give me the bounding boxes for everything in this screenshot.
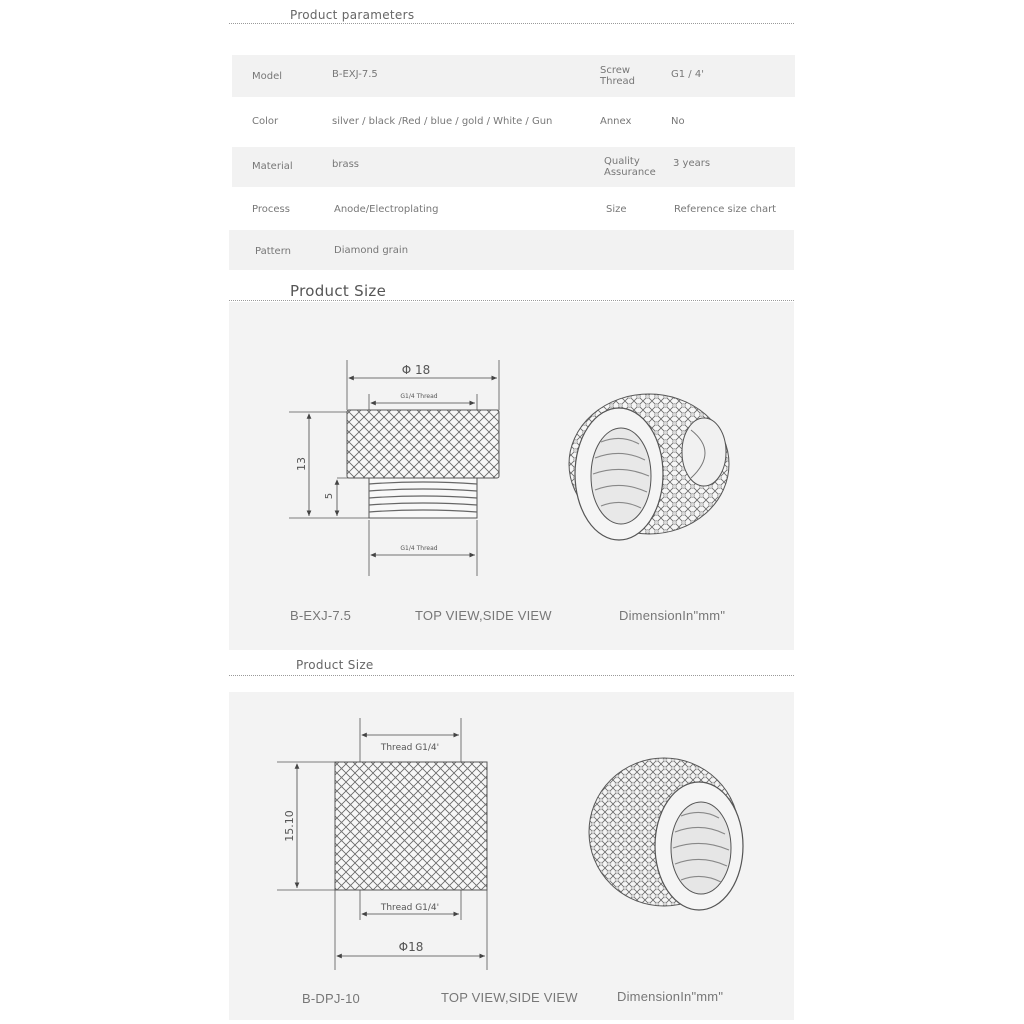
params-value2: G1 / 4' xyxy=(671,69,704,80)
dim-diameter-label: Φ18 xyxy=(398,940,424,954)
params-value: Anode/Electroplating xyxy=(334,204,439,215)
knurled-body xyxy=(347,410,499,478)
params-row-material xyxy=(232,147,795,187)
params-key2-line1: Screw xyxy=(600,65,631,76)
dim-top-thread-label: Thread G1/4' xyxy=(380,743,440,753)
dim-top-thread xyxy=(360,718,461,762)
params-key: Process xyxy=(252,204,290,215)
size2-title-divider xyxy=(229,675,794,676)
size1-caption-model: B-EXJ-7.5 xyxy=(290,608,352,623)
size2-caption-model: B-DPJ-10 xyxy=(302,991,360,1006)
size2-drawing xyxy=(229,692,794,1020)
fitting-3d-view xyxy=(569,394,729,540)
fitting-3d-view xyxy=(589,758,743,910)
params-key2: Annex xyxy=(600,116,632,127)
params-value: Diamond grain xyxy=(334,245,409,256)
dim-bottom-thread-label: G1/4 Thread xyxy=(400,545,438,552)
thread-stem xyxy=(369,478,477,518)
size1-title-divider xyxy=(229,300,794,301)
knurled-body xyxy=(335,762,487,890)
dim-bottom-thread-label: Thread G1/4' xyxy=(380,903,440,913)
size2-panel xyxy=(229,692,794,1020)
size1-drawing xyxy=(229,302,794,650)
dim-top-thread-label: G1/4 Thread xyxy=(400,393,438,400)
size2-caption-view: TOP VIEW,SIDE VIEW xyxy=(441,990,578,1005)
params-row-color xyxy=(232,101,795,143)
params-key2-line2: Assurance xyxy=(604,167,656,178)
params-value: silver / black /Red / blue / gold / White / Gun xyxy=(332,116,553,127)
params-row-model xyxy=(232,55,795,97)
dim-height-label: 13 xyxy=(295,457,308,471)
params-key: Model xyxy=(252,71,283,82)
params-key: Pattern xyxy=(255,246,291,257)
size1-title: Product Size xyxy=(290,282,387,300)
dim-diameter-label: Φ 18 xyxy=(401,363,431,377)
dim-diameter xyxy=(335,890,487,970)
size1-caption-unit: DimensionIn"mm" xyxy=(619,608,726,623)
params-key2-line2: Thread xyxy=(600,76,635,87)
size2-caption-unit: DimensionIn"mm" xyxy=(617,989,724,1004)
dim-thread-height-label: 5 xyxy=(324,492,335,500)
params-value2: Reference size chart xyxy=(674,204,777,215)
params-key2-line1: Quality xyxy=(604,156,640,167)
params-key2: Size xyxy=(606,204,627,215)
params-key: Color xyxy=(252,116,279,127)
params-row-process xyxy=(232,190,795,232)
params-row-pattern xyxy=(229,230,794,270)
params-key: Material xyxy=(252,161,293,172)
params-title-divider xyxy=(229,23,794,24)
size1-caption-view: TOP VIEW,SIDE VIEW xyxy=(415,608,552,623)
params-value: B-EXJ-7.5 xyxy=(332,69,378,80)
params-title: Product parameters xyxy=(290,8,415,22)
size2-title: Product Size xyxy=(296,658,374,672)
params-value: brass xyxy=(332,159,360,170)
params-value2: 3 years xyxy=(673,158,711,169)
size1-panel xyxy=(229,302,794,650)
params-value2: No xyxy=(671,116,685,127)
dim-height-label: 15.10 xyxy=(283,810,296,842)
